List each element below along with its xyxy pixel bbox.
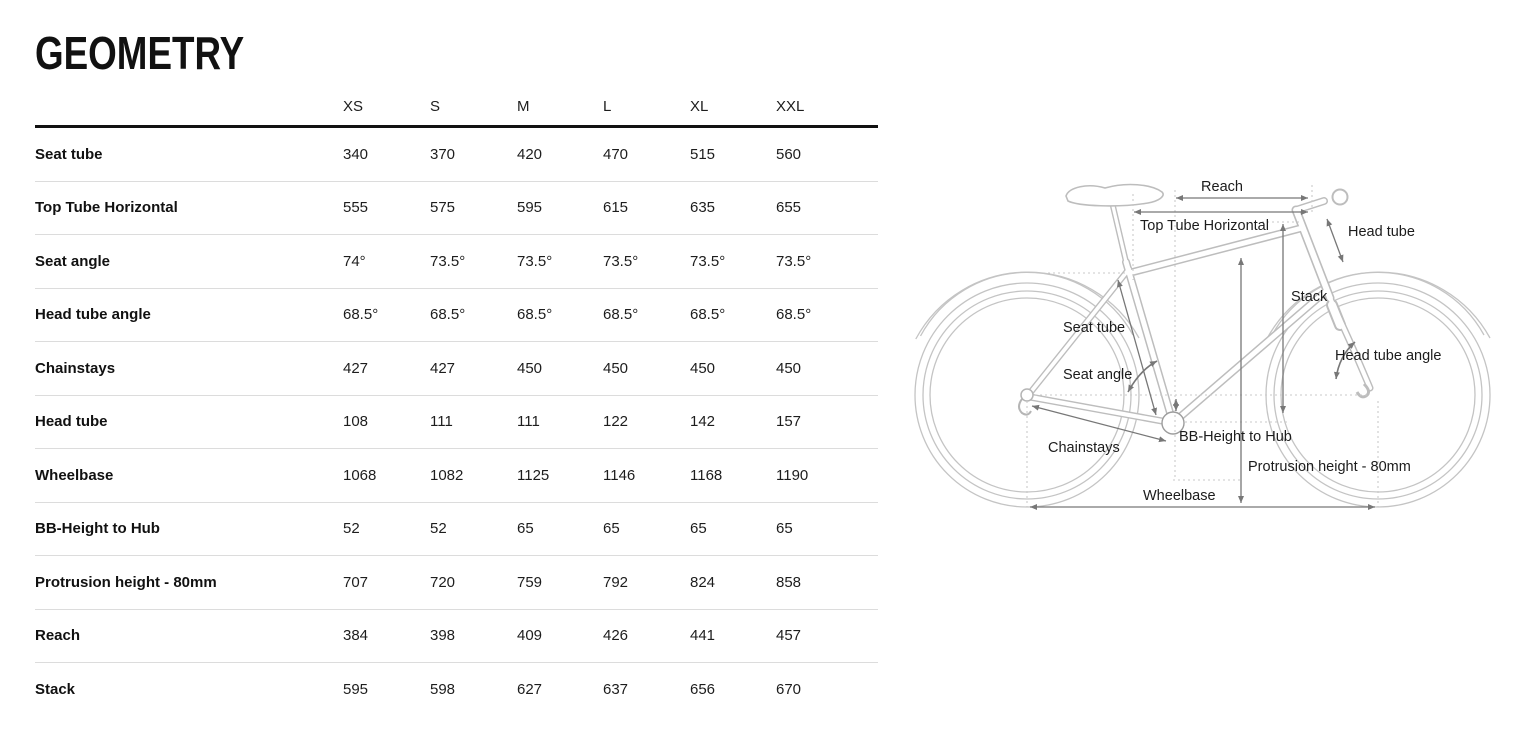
row-label: Top Tube Horizontal bbox=[35, 199, 178, 217]
size-column-header: XL bbox=[690, 98, 709, 115]
row-value: 670 bbox=[776, 681, 802, 699]
row-value: 52 bbox=[430, 520, 447, 538]
row-value: 108 bbox=[343, 413, 369, 431]
head-tube-arrow bbox=[1327, 219, 1343, 262]
row-value: 68.5° bbox=[343, 306, 379, 324]
size-column-header: XXL bbox=[776, 98, 805, 115]
table-row bbox=[35, 235, 878, 289]
row-value: 615 bbox=[603, 199, 629, 217]
rear-hub bbox=[1021, 389, 1033, 401]
row-value: 555 bbox=[343, 199, 369, 217]
row-value: 157 bbox=[776, 413, 802, 431]
table-row bbox=[35, 396, 878, 450]
saddle bbox=[1066, 185, 1163, 206]
row-value: 111 bbox=[517, 413, 540, 431]
row-label: Head tube bbox=[35, 413, 108, 431]
diagram-label-top-tube-horizontal: Top Tube Horizontal bbox=[1140, 218, 1269, 234]
diagram-label-wheelbase: Wheelbase bbox=[1143, 488, 1216, 504]
table-row bbox=[35, 663, 878, 717]
row-label: Head tube angle bbox=[35, 306, 151, 324]
geometry-table bbox=[35, 88, 878, 717]
row-label: Seat angle bbox=[35, 252, 111, 270]
size-column-header: XS bbox=[343, 98, 364, 115]
bike-geometry-diagram bbox=[905, 155, 1535, 530]
row-value: 426 bbox=[603, 627, 629, 645]
diagram-label-stack: Stack bbox=[1291, 289, 1328, 305]
row-value: 68.5° bbox=[517, 306, 553, 324]
diagram-label-bb-height: BB-Height to Hub bbox=[1179, 429, 1292, 445]
row-value: 792 bbox=[603, 573, 629, 591]
row-value: 73.5° bbox=[603, 252, 639, 270]
row-value: 65 bbox=[603, 520, 620, 538]
row-value: 1146 bbox=[603, 466, 636, 484]
row-value: 68.5° bbox=[776, 306, 812, 324]
row-value: 142 bbox=[690, 413, 716, 431]
row-value: 655 bbox=[776, 199, 802, 217]
row-value: 450 bbox=[776, 359, 802, 377]
row-value: 65 bbox=[517, 520, 534, 538]
row-value: 598 bbox=[430, 681, 456, 699]
row-value: 635 bbox=[690, 199, 716, 217]
row-value: 1082 bbox=[430, 466, 464, 484]
row-value: 575 bbox=[430, 199, 456, 217]
row-value: 427 bbox=[430, 359, 456, 377]
row-value: 420 bbox=[517, 145, 543, 163]
row-value: 122 bbox=[603, 413, 629, 431]
diagram-label-head-tube: Head tube bbox=[1348, 224, 1415, 240]
page-title: GEOMETRY bbox=[35, 27, 245, 79]
row-value: 457 bbox=[776, 627, 802, 645]
row-value: 515 bbox=[690, 145, 716, 163]
row-value: 68.5° bbox=[603, 306, 639, 324]
row-value: 409 bbox=[517, 627, 543, 645]
table-row bbox=[35, 449, 878, 503]
row-value: 720 bbox=[430, 573, 456, 591]
row-value: 1190 bbox=[776, 466, 809, 484]
row-value: 73.5° bbox=[517, 252, 553, 270]
row-value: 427 bbox=[343, 359, 369, 377]
table-row bbox=[35, 610, 878, 664]
row-label: BB-Height to Hub bbox=[35, 520, 160, 538]
row-value: 759 bbox=[517, 573, 543, 591]
size-header-row bbox=[35, 88, 878, 128]
size-column-header: S bbox=[430, 98, 441, 115]
row-value: 384 bbox=[343, 627, 369, 645]
row-label: Stack bbox=[35, 681, 76, 699]
row-value: 441 bbox=[690, 627, 716, 645]
row-value: 1125 bbox=[517, 466, 550, 484]
row-value: 627 bbox=[517, 681, 543, 699]
table-row bbox=[35, 128, 878, 182]
row-value: 73.5° bbox=[690, 252, 726, 270]
diagram-labels bbox=[1048, 179, 1441, 504]
diagram-label-protrusion: Protrusion height - 80mm bbox=[1248, 459, 1411, 475]
row-value: 73.5° bbox=[776, 252, 812, 270]
row-value: 111 bbox=[430, 413, 453, 431]
size-column-header: L bbox=[603, 98, 612, 115]
row-value: 824 bbox=[690, 573, 716, 591]
row-value: 595 bbox=[517, 199, 543, 217]
table-row bbox=[35, 556, 878, 610]
row-value: 595 bbox=[343, 681, 369, 699]
diagram-label-chainstays: Chainstays bbox=[1048, 440, 1120, 456]
diagram-label-head-tube-angle: Head tube angle bbox=[1335, 348, 1442, 364]
row-value: 450 bbox=[603, 359, 629, 377]
table-row bbox=[35, 289, 878, 343]
row-value: 450 bbox=[517, 359, 543, 377]
row-value: 1068 bbox=[343, 466, 377, 484]
row-value: 74° bbox=[343, 252, 366, 270]
bike-diagram-svg bbox=[905, 155, 1535, 530]
row-label: Protrusion height - 80mm bbox=[35, 573, 217, 591]
row-value: 858 bbox=[776, 573, 802, 591]
row-value: 560 bbox=[776, 145, 802, 163]
table-row bbox=[35, 342, 878, 396]
diagram-label-reach: Reach bbox=[1201, 179, 1243, 195]
row-value: 65 bbox=[690, 520, 707, 538]
row-value: 470 bbox=[603, 145, 629, 163]
bike-frame-outline bbox=[1030, 201, 1370, 423]
row-value: 370 bbox=[430, 145, 456, 163]
row-label: Seat tube bbox=[35, 145, 103, 163]
row-value: 68.5° bbox=[690, 306, 726, 324]
table-row bbox=[35, 182, 878, 236]
row-label: Wheelbase bbox=[35, 466, 114, 484]
row-label: Chainstays bbox=[35, 359, 116, 377]
row-label: Reach bbox=[35, 627, 81, 645]
row-value: 52 bbox=[343, 520, 360, 538]
row-value: 398 bbox=[430, 627, 456, 645]
row-value: 68.5° bbox=[430, 306, 466, 324]
geometry-table-body bbox=[35, 128, 878, 717]
row-value: 707 bbox=[343, 573, 369, 591]
row-value: 637 bbox=[603, 681, 629, 699]
row-value: 340 bbox=[343, 145, 369, 163]
row-value: 73.5° bbox=[430, 252, 466, 270]
row-value: 656 bbox=[690, 681, 716, 699]
diagram-label-seat-angle: Seat angle bbox=[1063, 367, 1133, 383]
handlebar-grip bbox=[1333, 190, 1348, 205]
diagram-label-seat-tube: Seat tube bbox=[1063, 320, 1126, 336]
row-value: 65 bbox=[776, 520, 793, 538]
row-value: 1168 bbox=[690, 466, 723, 484]
table-row bbox=[35, 503, 878, 557]
row-value: 450 bbox=[690, 359, 716, 377]
bike-frame-fill bbox=[1030, 201, 1370, 423]
size-column-header: M bbox=[517, 98, 530, 115]
